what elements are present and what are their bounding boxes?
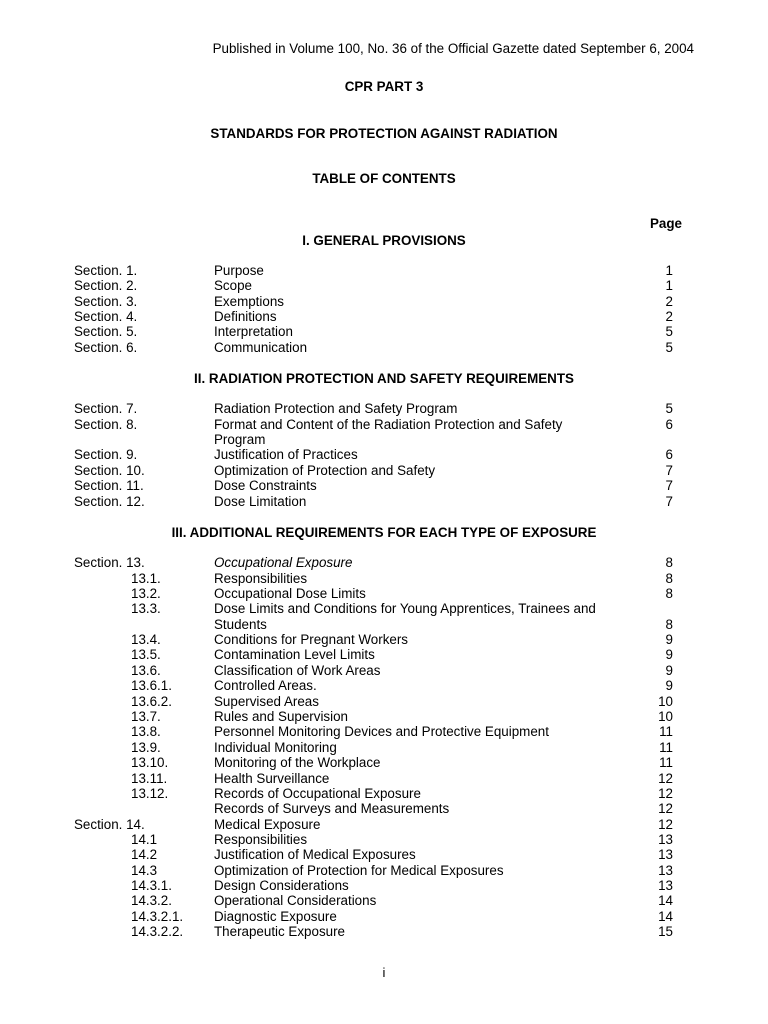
section-number: 14.3 [131, 863, 158, 878]
page-number: 1 [665, 278, 673, 293]
toc-row [0, 755, 768, 770]
section-number: 14.2 [131, 847, 158, 862]
section-title: Rules and Supervision [214, 709, 348, 724]
page-number: 14 [658, 893, 673, 908]
page-number: 11 [659, 740, 673, 755]
page-number: 12 [658, 801, 673, 816]
page-number: 9 [665, 632, 673, 647]
section-title: Personnel Monitoring Devices and Protective Equipment [214, 724, 549, 739]
page-number: 10 [658, 709, 673, 724]
page-number: 9 [665, 647, 673, 662]
section-title: Monitoring of the Workplace [214, 755, 381, 770]
section-title: Occupational Dose Limits [214, 586, 366, 601]
part-title: CPR PART 3 [344, 79, 424, 94]
section-number: Section. 14. [74, 817, 145, 832]
section-number: 13.1. [131, 571, 161, 586]
section-title: Justification of Practices [214, 447, 358, 462]
toc-row [0, 617, 768, 632]
page-number: 2 [665, 294, 673, 309]
toc-row [0, 909, 768, 924]
section-title: Optimization of Protection and Safety [214, 463, 436, 478]
toc-row [0, 878, 768, 893]
section-number: Section. 13. [74, 555, 145, 570]
toc-row [0, 432, 768, 447]
section-title: Records of Surveys and Measurements [214, 801, 450, 816]
toc-row [0, 740, 768, 755]
section-number: Section. 11. [74, 478, 144, 493]
page-number: 15 [658, 924, 673, 939]
section-number: Section. 5. [74, 324, 138, 339]
section-title: Supervised Areas [214, 694, 319, 709]
section-title: Controlled Areas. [214, 678, 317, 693]
section-number: Section. 1. [74, 263, 138, 278]
section-number: 13.6.1. [131, 678, 172, 693]
section-number: 13.6.2. [131, 694, 172, 709]
section-title: Students [214, 617, 267, 632]
section-title: Communication [214, 340, 308, 355]
page-number: 8 [665, 617, 673, 632]
page-number: 7 [665, 478, 673, 493]
toc-row [0, 863, 768, 878]
section-number: 13.11. [131, 771, 168, 786]
toc-row [0, 309, 768, 324]
section-number: 13.9. [131, 740, 161, 755]
toc-row [0, 478, 768, 493]
section-title: Records of Occupational Exposure [214, 786, 421, 801]
document-title: STANDARDS FOR PROTECTION AGAINST RADIATION [210, 126, 558, 141]
page-number: 8 [665, 555, 673, 570]
section-number: Section. 6. [74, 340, 138, 355]
toc-row [0, 601, 768, 616]
section-title: Conditions for Pregnant Workers [214, 632, 409, 647]
section-title: Contamination Level Limits [214, 647, 375, 662]
heading-additional-requirements: III. ADDITIONAL REQUIREMENTS FOR EACH TYPE OF EXPOSURE [171, 525, 597, 540]
section-title: Diagnostic Exposure [214, 909, 337, 924]
toc-row [0, 340, 768, 355]
toc-row [0, 278, 768, 293]
toc-row [0, 893, 768, 908]
section-title: Justification of Medical Exposures [214, 847, 416, 862]
section-number: Section. 10. [74, 463, 145, 478]
section-number: 13.5. [131, 647, 161, 662]
section-title: Program [214, 432, 266, 447]
section-number: 13.4. [131, 632, 161, 647]
page-number: 13 [658, 863, 673, 878]
page-column-header: Page [650, 216, 683, 231]
toc-row [0, 771, 768, 786]
page-number: 9 [665, 663, 673, 678]
toc-row [0, 632, 768, 647]
section-title: Occupational Exposure [214, 555, 353, 570]
toc-row [0, 709, 768, 724]
page-number: 11 [659, 755, 673, 770]
section-number: Section. 3. [74, 294, 138, 309]
toc-row [0, 324, 768, 339]
toc-row [0, 832, 768, 847]
page-number: 12 [658, 786, 673, 801]
page-number: 14 [658, 909, 673, 924]
section-title: Scope [214, 278, 252, 293]
section-title: Dose Limits and Conditions for Young Apprentices, Trainees and [214, 601, 596, 616]
section-number: Section. 4. [74, 309, 138, 324]
section-number: Section. 9. [74, 447, 138, 462]
section-title: Individual Monitoring [214, 740, 337, 755]
section-number: 13.10. [131, 755, 169, 770]
heading-radiation-protection: II. RADIATION PROTECTION AND SAFETY REQUIREMENTS [194, 371, 574, 386]
section-title: Format and Content of the Radiation Protection and Safety [214, 417, 563, 432]
toc-row [0, 847, 768, 862]
toc-title: TABLE OF CONTENTS [312, 171, 456, 186]
toc-row [0, 924, 768, 939]
toc-row [0, 724, 768, 739]
page-number: 7 [665, 494, 673, 509]
page-number: 6 [665, 447, 673, 462]
section-title: Operational Considerations [214, 893, 377, 908]
section-title: Responsibilities [214, 832, 308, 847]
section-title: Optimization of Protection for Medical Exposures [214, 863, 504, 878]
section-number: 14.3.2.2. [131, 924, 184, 939]
section-number: Section. 8. [74, 417, 138, 432]
page-number: 12 [658, 771, 673, 786]
section-title: Responsibilities [214, 571, 308, 586]
section-number: 13.7. [131, 709, 161, 724]
page-number: 9 [665, 678, 673, 693]
section-title: Interpretation [214, 324, 293, 339]
page-number: 8 [665, 571, 673, 586]
section-title: Health Surveillance [214, 771, 330, 786]
toc-row [0, 571, 768, 586]
section-number: Section. 2. [74, 278, 138, 293]
section-number: Section. 7. [74, 401, 138, 416]
section-title: Definitions [214, 309, 277, 324]
section-number: 13.2. [131, 586, 161, 601]
page-number: 5 [665, 401, 673, 416]
page-number: 13 [658, 878, 673, 893]
section-number: 13.8. [131, 724, 161, 739]
section-number: 13.12. [131, 786, 169, 801]
section-title: Purpose [214, 263, 264, 278]
page-number: 13 [658, 832, 673, 847]
page-footer-number: i [382, 965, 386, 980]
section-title: Therapeutic Exposure [214, 924, 346, 939]
publication-note: Published in Volume 100, No. 36 of the Official Gazette dated September 6, 2004 [212, 41, 694, 56]
page-number: 7 [665, 463, 673, 478]
page-number: 13 [658, 847, 673, 862]
page-number: 11 [659, 724, 673, 739]
page-number: 1 [665, 263, 673, 278]
section-title: Radiation Protection and Safety Program [214, 401, 458, 416]
toc-row [0, 817, 768, 832]
section-number: 14.3.1. [131, 878, 172, 893]
section-number: 14.3.2.1. [131, 909, 184, 924]
section-title: Classification of Work Areas [214, 663, 381, 678]
toc-row [0, 786, 768, 801]
toc-row [0, 417, 768, 432]
heading-general-provisions: I. GENERAL PROVISIONS [302, 233, 466, 248]
page-number: 10 [658, 694, 673, 709]
toc-row [0, 401, 768, 416]
page-number: 6 [665, 417, 673, 432]
toc-row [0, 294, 768, 309]
toc-row [0, 555, 768, 570]
toc-row [0, 586, 768, 601]
toc-row [0, 463, 768, 478]
section-number: 14.3.2. [131, 893, 172, 908]
section-number: 13.3. [131, 601, 161, 616]
toc-row [0, 263, 768, 278]
page-number: 5 [665, 324, 673, 339]
section-number: 13.6. [131, 663, 161, 678]
toc-row [0, 494, 768, 509]
toc-row [0, 801, 768, 816]
section-title: Medical Exposure [214, 817, 321, 832]
section-title: Design Considerations [214, 878, 349, 893]
section-title: Exemptions [214, 294, 284, 309]
toc-row [0, 678, 768, 693]
section-number: Section. 12. [74, 494, 145, 509]
toc-row [0, 447, 768, 462]
section-number: 14.1 [131, 832, 158, 847]
section-title: Dose Constraints [214, 478, 317, 493]
page-number: 8 [665, 586, 673, 601]
toc-row [0, 647, 768, 662]
toc-row [0, 663, 768, 678]
section-title: Dose Limitation [214, 494, 307, 509]
page-number: 12 [658, 817, 673, 832]
page-number: 2 [665, 309, 673, 324]
toc-row [0, 694, 768, 709]
page-number: 5 [665, 340, 673, 355]
